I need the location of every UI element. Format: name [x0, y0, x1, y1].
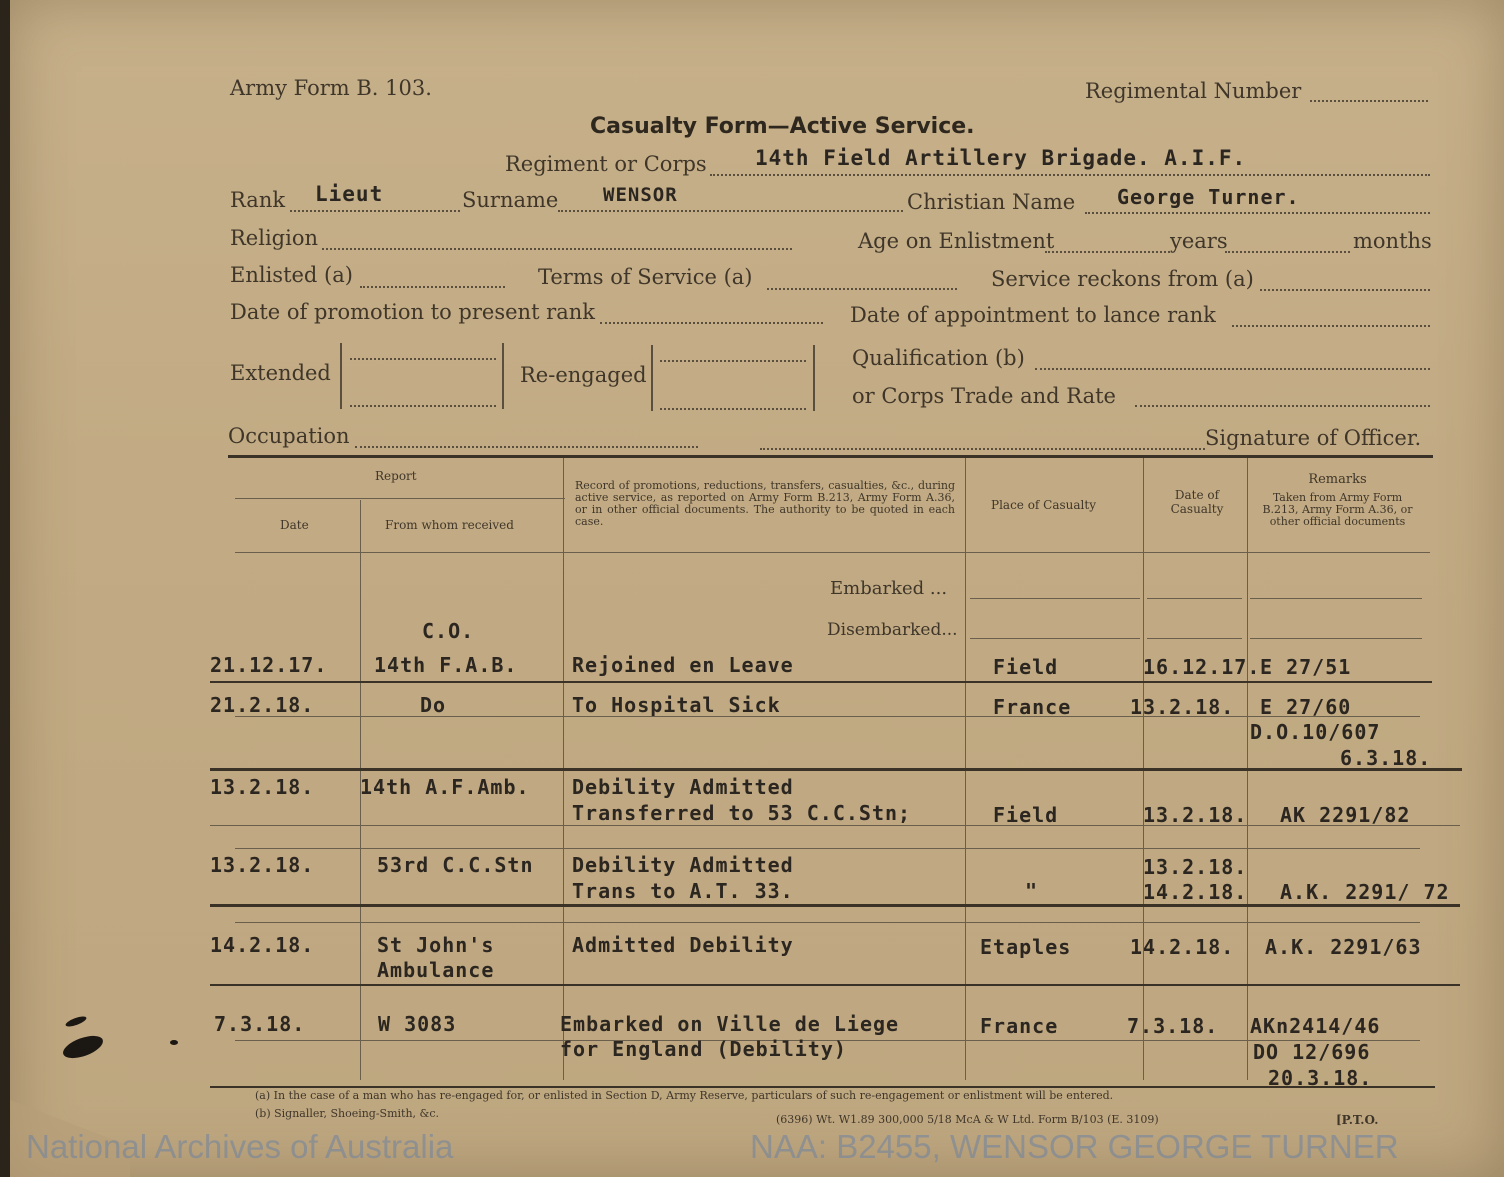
entry-place-8: ": [1025, 879, 1039, 903]
trade-label: or Corps Trade and Rate: [852, 384, 1116, 408]
regimental-number-label: Regimental Number: [1085, 79, 1302, 103]
record-header: Record of promotions, reductions, transfers, casualties, &c., during active service, as reported on Army Form B.213, Army Form A.36, or in other official documents. The authority to be quoted in each case.: [575, 479, 955, 528]
signature-label: Signature of Officer.: [1205, 426, 1422, 450]
place-header: Place of Casualty: [991, 498, 1096, 512]
entry-date-1: 21.12.17.: [210, 653, 328, 677]
entry-remarks-6: AK 2291/82: [1280, 803, 1411, 827]
entry-place-6: Field: [993, 803, 1059, 827]
extended-label: Extended: [230, 361, 331, 385]
date-header: Date: [280, 518, 309, 532]
watermark-reference: NAA: B2455, WENSOR GEORGE TURNER: [750, 1128, 1399, 1165]
entry-place-11: France: [980, 1014, 1059, 1038]
report-header: Report: [375, 469, 417, 483]
entry-remarks-13: 20.3.18.: [1268, 1066, 1373, 1090]
footnote-b: (b) Signaller, Shoeing-Smith, &c.: [255, 1107, 439, 1120]
regiment-value: 14th Field Artillery Brigade. A.I.F.: [755, 146, 1247, 170]
enlisted-label: Enlisted (a): [230, 263, 353, 287]
terms-label: Terms of Service (a): [538, 265, 753, 289]
qualification-label: Qualification (b): [852, 346, 1025, 370]
ink-blot: [60, 1031, 106, 1062]
rank-label: Rank: [230, 188, 286, 212]
entry-remarks-12: DO 12/696: [1253, 1040, 1371, 1064]
entry-date-7: 13.2.18.: [210, 853, 315, 877]
entry-remarks-4: 6.3.18.: [1340, 746, 1432, 770]
watermark-archive: National Archives of Australia: [26, 1128, 454, 1165]
entry-remarks-3: D.O.10/607: [1250, 720, 1381, 744]
months-label: months: [1353, 229, 1432, 253]
entry-place-1: Field: [993, 655, 1059, 679]
surname-value: WENSOR: [603, 184, 678, 206]
entry-cdate-11: 7.3.18.: [1127, 1014, 1219, 1038]
entry-record-2: To Hospital Sick: [572, 693, 781, 717]
promotion-label: Date of promotion to present rank: [230, 300, 595, 324]
years-label: years: [1170, 229, 1228, 253]
ink-mark: [64, 1014, 87, 1028]
christian-name-value: George Turner.: [1117, 185, 1300, 209]
embarked-label: Embarked ...: [830, 578, 948, 599]
entry-date-11: 7.3.18.: [214, 1012, 306, 1036]
form-sheet: [10, 0, 1504, 1177]
entry-date-2: 21.2.18.: [210, 693, 315, 717]
rank-value: Lieut: [315, 182, 384, 206]
form-title: Casualty Form—Active Service.: [590, 114, 975, 139]
age-label: Age on Enlistment: [858, 229, 1055, 253]
entry-from-2: Do: [420, 693, 447, 717]
entry-cdate-9: 14.2.18.: [1130, 935, 1235, 959]
entry-remarks-9: A.K. 2291/63: [1265, 935, 1422, 959]
entry-from-10: Ambulance: [377, 958, 495, 982]
entry-from-11: W 3083: [378, 1012, 457, 1036]
reengaged-bracket: [651, 345, 815, 411]
surname-label: Surname: [462, 188, 559, 212]
entry-place-2: France: [993, 695, 1072, 719]
pto-label: [P.T.O.: [1336, 1113, 1379, 1127]
entry-date-9: 14.2.18.: [210, 933, 315, 957]
disembarked-label: Disembarked...: [827, 620, 958, 640]
entry-from-9: St John's: [377, 933, 495, 957]
entry-cdate-7: 13.2.18.: [1143, 855, 1248, 879]
entry-from-5: 14th A.F.Amb.: [360, 775, 530, 799]
ink-dot: [170, 1040, 178, 1045]
regiment-label: Regiment or Corps: [505, 152, 707, 176]
entry-record-5: Debility Admitted: [572, 775, 794, 799]
entry-place-9: Etaples: [980, 935, 1072, 959]
entry-from-0: C.O.: [422, 619, 475, 643]
printer-line: (6396) Wt. W1.89 300,000 5/18 McA & W Ltd. Form B/103 (E. 3109): [776, 1113, 1159, 1126]
entry-remarks-1: E 27/51: [1260, 655, 1352, 679]
entry-record-12: for England (Debility): [560, 1037, 847, 1061]
reengaged-label: Re-engaged: [520, 363, 647, 387]
remarks-subheader: Taken from Army Form B.213, Army Form A.36, or other official documents: [1262, 491, 1413, 528]
occupation-label: Occupation: [228, 424, 350, 448]
entry-record-6: Transferred to 53 C.C.Stn;: [572, 801, 912, 825]
entry-record-7: Debility Admitted: [572, 853, 794, 877]
entry-record-9: Admitted Debility: [572, 933, 794, 957]
entry-remarks-2: E 27/60: [1260, 695, 1352, 719]
form-number: Army Form B. 103.: [230, 76, 432, 100]
christian-name-label: Christian Name: [907, 190, 1076, 214]
remarks-header: Remarks: [1308, 472, 1367, 487]
entry-cdate-2: 13.2.18.: [1130, 695, 1235, 719]
religion-label: Religion: [230, 226, 318, 250]
reckons-label: Service reckons from (a): [991, 267, 1254, 291]
footnote-a: (a) In the case of a man who has re-engaged for, or enlisted in Section D, Army Reserve, particulars of such re-engagement or enlistment will be entered.: [255, 1089, 1114, 1102]
casualty-date-header: Date of Casualty: [1170, 488, 1224, 516]
entry-record-11: Embarked on Ville de Liege: [560, 1012, 900, 1036]
entry-cdate-8: 14.2.18.: [1143, 880, 1248, 904]
entry-record-8: Trans to A.T. 33.: [572, 879, 794, 903]
entry-remarks-8: A.K. 2291/ 72: [1280, 880, 1450, 904]
entry-from-7: 53rd C.C.Stn: [377, 853, 534, 877]
entry-cdate-6: 13.2.18.: [1143, 803, 1248, 827]
entry-cdate-1: 16.12.17.: [1143, 655, 1261, 679]
entry-remarks-11: AKn2414/46: [1250, 1014, 1381, 1038]
from-header: From whom received: [385, 518, 514, 532]
entry-record-1: Rejoined en Leave: [572, 653, 794, 677]
extended-bracket: [340, 343, 504, 409]
entry-date-5: 13.2.18.: [210, 775, 315, 799]
entry-from-1: 14th F.A.B.: [374, 653, 518, 677]
lance-label: Date of appointment to lance rank: [850, 303, 1216, 327]
